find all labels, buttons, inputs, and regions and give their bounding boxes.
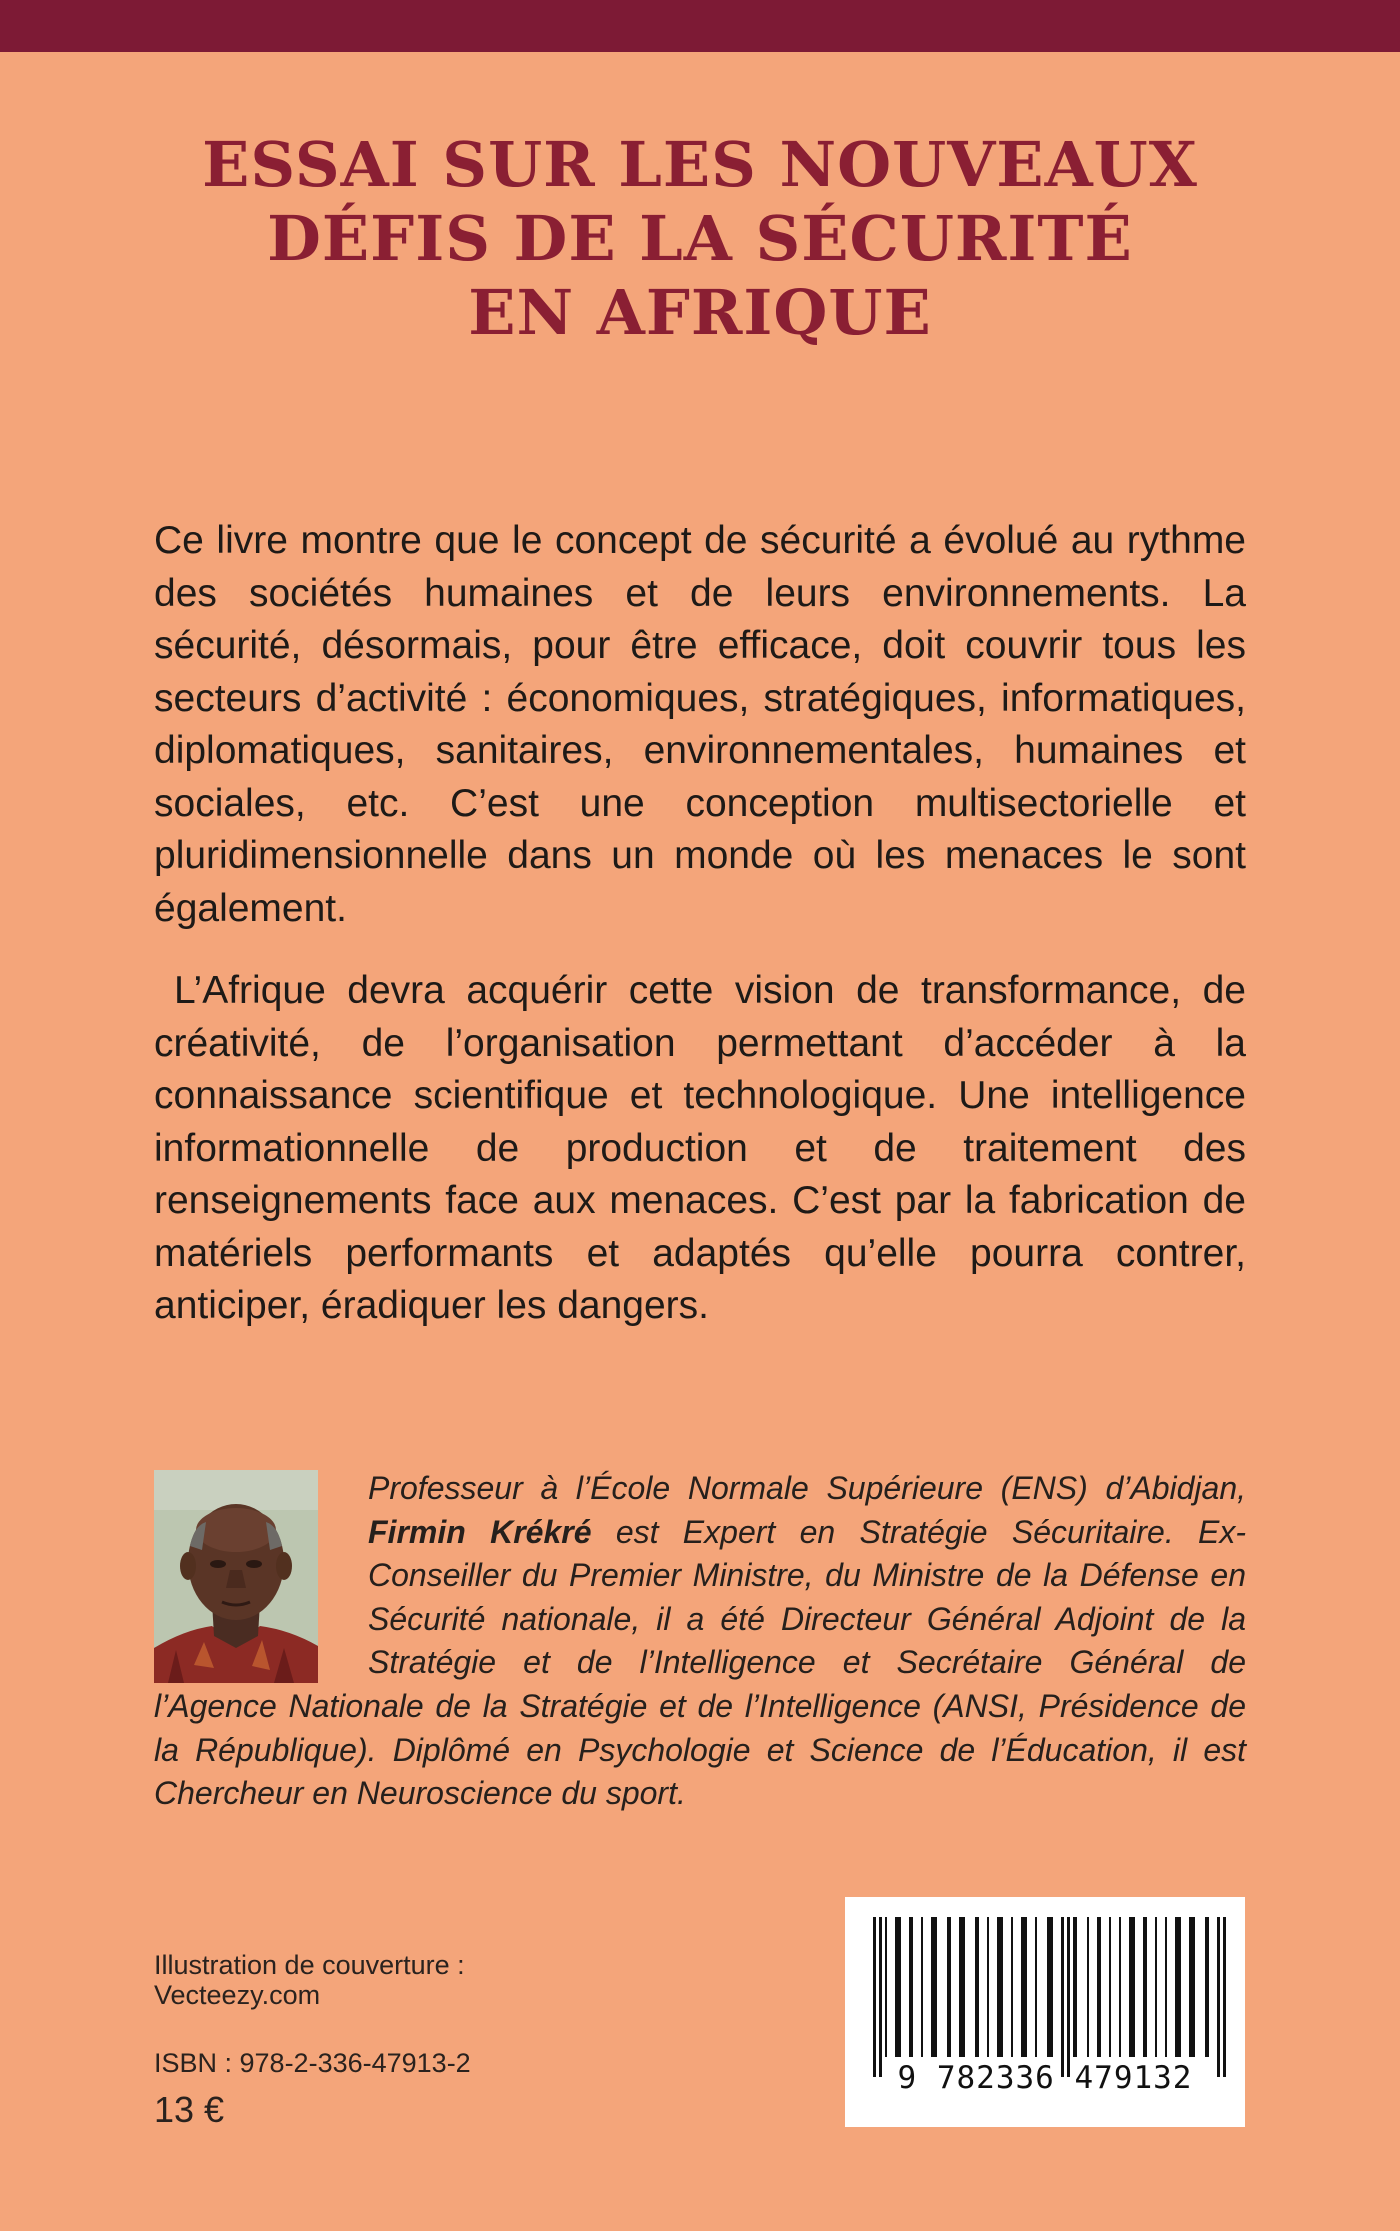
photo-spacer	[154, 1467, 368, 1679]
barcode-bar	[947, 1917, 951, 2057]
barcode-bar	[1097, 1917, 1101, 2057]
isbn-text: ISBN : 978-2-336-47913-2	[154, 2048, 471, 2078]
barcode-digits: 9 782336 479132	[897, 2060, 1193, 2096]
book-title	[160, 128, 1240, 350]
barcode-bar	[1011, 1917, 1013, 2057]
barcode-bar	[895, 1917, 901, 2057]
barcode-bar	[1143, 1917, 1147, 2057]
barcode-bar	[1205, 1917, 1209, 2057]
barcode-bar	[1067, 1917, 1070, 2077]
price-text: 13 €	[154, 2089, 225, 2130]
barcode-bar	[1129, 1917, 1135, 2057]
barcode-bar	[1155, 1917, 1157, 2057]
illustration-label: Illustration de couverture :	[154, 1950, 465, 1980]
barcode-bar	[1109, 1917, 1111, 2057]
bio-intro: Professeur à l’École Normale Supérieure (ENS) d’Abidjan,	[368, 1470, 1246, 1506]
title-line-1: ESSAI SUR LES NOUVEAUX	[202, 128, 1198, 201]
title-line-3: EN AFRIQUE	[468, 276, 932, 349]
barcode-bar	[1035, 1917, 1037, 2057]
author-bio	[154, 1467, 1246, 1816]
barcode-bar	[1061, 1917, 1064, 2077]
barcode-bar	[879, 1917, 882, 2077]
blurb	[154, 515, 1246, 1333]
barcode-bar	[959, 1917, 965, 2057]
barcode	[845, 1897, 1245, 2127]
barcode-bar	[1223, 1917, 1226, 2077]
barcode-bar	[997, 1917, 1003, 2057]
blurb-paragraph-1: Ce livre montre que le concept de sécurité a évolué au rythme des sociétés humaines et de leurs environnements. La sécurité, désormais, pour être efficace, doit couvrir tous les secteurs d’activité : économiques, stratégiques, informatiques, diplomatiques, sanitaires, environnementales, humaines et sociales, etc. C’est une conception multisectorielle et pluridimensionnelle dans un monde où les menaces le sont également.	[154, 519, 1246, 930]
blurb-paragraph-2: L’Afrique devra acquérir cette vision de transformance, de créativité, de l’organisation permettant d’accéder à la connaissance scientifique et technologique. Une intelligence informationnelle de production et de traitement des renseignements face aux menaces. C’est par la fabrication de matériels performants et adaptés qu’elle pourra contrer, anticiper, éradiquer les dangers.	[154, 969, 1246, 1327]
barcode-bar	[1119, 1917, 1121, 2057]
barcode-bar	[1073, 1917, 1077, 2057]
barcode-bar	[885, 1917, 887, 2057]
barcode-bar	[873, 1917, 876, 2077]
illustration-source: Vecteezy.com	[154, 1980, 321, 2010]
barcode-bar	[931, 1917, 937, 2057]
barcode-bar	[1165, 1917, 1167, 2057]
illustration-credit	[154, 1950, 465, 2010]
barcode-bar	[909, 1917, 913, 2057]
bio-details: est Expert en Stratégie Sécuritaire. Ex-Conseiller du Premier Ministre, du Ministre de la Défense en Sécurité nationale, il a été Directeur Général Adjoint de la Stratégie et de l’Intelligence et Secrétaire Général de l’Agence Nationale de la Stratégie et de l’Intelligence (ANSI, Présidence de la République). Diplômé en Psychologie et Science de l’Éducation, il est Chercheur en Neuroscience du sport.	[154, 1513, 1247, 1812]
barcode-bar	[987, 1917, 989, 2057]
top-color-band	[0, 0, 1400, 52]
barcode-bar	[1021, 1917, 1027, 2057]
title-line-2: DÉFIS DE LA SÉCURITÉ	[267, 202, 1133, 275]
barcode-bar	[1087, 1917, 1089, 2057]
author-name: Firmin Krékré	[368, 1513, 592, 1550]
barcode-bar	[1175, 1917, 1181, 2057]
barcode-bar	[975, 1917, 979, 2057]
barcode-bar	[1047, 1917, 1053, 2057]
barcode-bar	[921, 1917, 923, 2057]
barcode-bar	[1189, 1917, 1195, 2057]
barcode-bar	[1217, 1917, 1220, 2077]
